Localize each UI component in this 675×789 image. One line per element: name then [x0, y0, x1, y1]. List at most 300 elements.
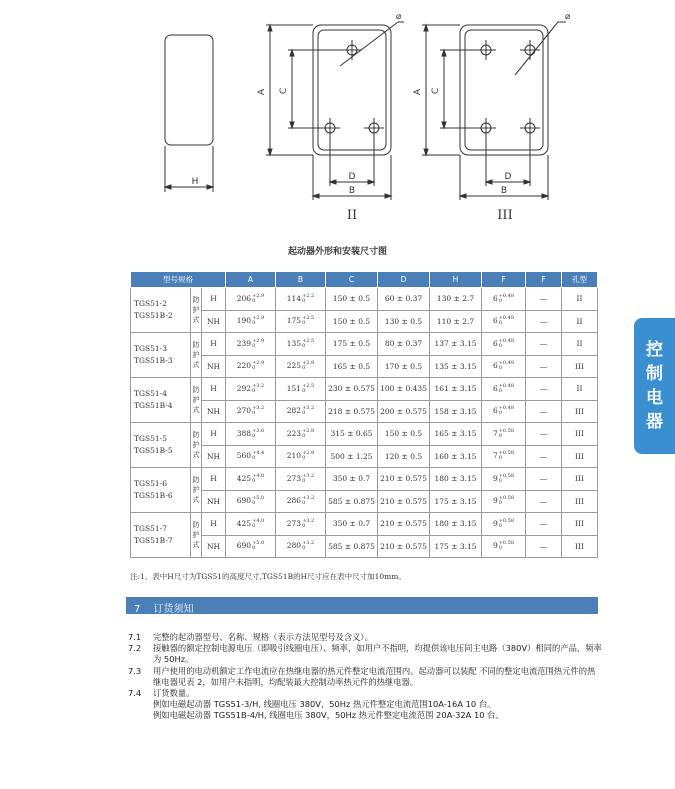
side-tab-char: 器: [646, 412, 663, 432]
dim-A-value: 425: [236, 518, 252, 528]
dim-B-value: 114: [286, 293, 302, 303]
hole-type: III: [562, 445, 598, 468]
table-row: [131, 535, 598, 558]
dim-F: [482, 310, 526, 333]
dim-B-value: 282: [286, 406, 302, 416]
dim-D: 80 ± 0.37: [378, 333, 430, 356]
dim-A: [226, 355, 276, 378]
dim-F-upper-tol: +0.58: [498, 450, 515, 457]
dim-B-lower-tol: 0: [302, 477, 306, 484]
dim-A: [226, 445, 276, 468]
protection-cell: [191, 288, 202, 333]
dim-F-value: 6: [492, 406, 498, 416]
table-row: [131, 333, 598, 356]
protection-char: 护: [192, 485, 200, 494]
dim-F2: —: [526, 310, 562, 333]
fig3-phi-label: ⌀: [565, 12, 571, 22]
model-cell: [131, 378, 191, 423]
dim-F-tolerance: [499, 429, 514, 439]
type-cell: H: [202, 378, 226, 401]
fig3-dim-A-label: A: [413, 88, 423, 96]
dim-B-upper-tol: +2.9: [302, 360, 315, 367]
dim-B-lower-tol: 0: [302, 455, 306, 462]
dim-H: 175 ± 3.15: [430, 490, 482, 513]
protection-char: 式: [192, 315, 200, 324]
dim-A: [226, 423, 276, 446]
dim-B-tolerance: [302, 406, 314, 416]
dim-A-lower-tol: 0: [252, 545, 256, 552]
type-cell: H: [202, 333, 226, 356]
dim-C: 500 ± 1.25: [326, 445, 378, 468]
order-item-number: 7.2: [128, 643, 142, 654]
dim-A: [226, 513, 276, 536]
dim-H: 160 ± 3.15: [430, 445, 482, 468]
hole-type: III: [562, 423, 598, 446]
dim-C: 230 ± 0.575: [326, 378, 378, 401]
dim-F-value: 7: [492, 451, 498, 461]
dim-A: [226, 400, 276, 423]
dim-B-lower-tol: 0: [302, 320, 306, 327]
type-cell: NH: [202, 445, 226, 468]
dim-F-upper-tol: +0.58: [498, 472, 515, 479]
side-tab: [634, 318, 675, 454]
dim-B: [276, 288, 326, 311]
table-row: [131, 468, 598, 491]
order-item-text: 例如电磁起动器 TGS51B-4/H, 线圈电压 380V，50Hz 热元件整定电流范围 20A-32A 10 台。: [153, 710, 504, 721]
model-name: TGS51B-3: [134, 356, 173, 365]
protection-char: 护: [192, 350, 200, 359]
header-H: H: [430, 272, 482, 288]
order-item-text: 订货数量。: [153, 688, 195, 699]
dim-B-lower-tol: 0: [302, 545, 306, 552]
dim-D: 210 ± 0.575: [378, 490, 430, 513]
dim-B-tolerance: [302, 361, 314, 371]
dim-B: [276, 490, 326, 513]
dim-B-upper-tol: +3.2: [302, 472, 315, 479]
dim-B-tolerance: [302, 316, 314, 326]
dim-A: [226, 535, 276, 558]
dim-F2: —: [526, 468, 562, 491]
dim-A-value: 190: [236, 316, 252, 326]
dim-A-value: 206: [236, 293, 252, 303]
fig3-outer: [460, 25, 548, 155]
dim-H-label: H: [191, 177, 199, 187]
dim-A-upper-tol: +4.4: [252, 450, 265, 457]
hole-type: II: [562, 288, 598, 311]
hole-type: III: [562, 513, 598, 536]
dim-B: [276, 535, 326, 558]
dim-C: 150 ± 0.5: [326, 310, 378, 333]
dim-C: 218 ± 0.575: [326, 400, 378, 423]
dim-F-tolerance: [499, 339, 514, 349]
model-name: TGS51-7: [134, 524, 167, 533]
spec-table: [130, 271, 598, 558]
dim-F-upper-tol: +0.58: [498, 427, 515, 434]
dim-B-tolerance: [302, 429, 314, 439]
header-model: 型号规格: [131, 272, 226, 288]
type-cell: H: [202, 468, 226, 491]
type-cell: NH: [202, 535, 226, 558]
hole-type: II: [562, 333, 598, 356]
dim-F-lower-tol: 0: [498, 500, 502, 507]
dim-H: 158 ± 3.15: [430, 400, 482, 423]
type-cell: H: [202, 423, 226, 446]
dim-B-value: 210: [286, 451, 302, 461]
protection-char: 防: [192, 340, 200, 349]
table-row: [131, 423, 598, 446]
dim-F-lower-tol: 0: [498, 342, 502, 349]
dim-F-upper-tol: +0.58: [498, 540, 515, 547]
dim-F2: —: [526, 333, 562, 356]
dim-F-value: 9: [492, 496, 498, 506]
dim-A-upper-tol: +3.6: [252, 427, 265, 434]
model-name: TGS51B-6: [134, 491, 173, 500]
dim-H: 130 ± 2.7: [430, 288, 482, 311]
dim-F-upper-tol: +0.48: [498, 337, 515, 344]
table-note: 注:1、表中H尺寸为TGS51的高度尺寸,TGS51B的H尺寸应在表中尺寸加10mm。: [130, 572, 406, 581]
dim-B-upper-tol: +2.5: [302, 315, 315, 322]
dim-B-upper-tol: +3.2: [302, 495, 315, 502]
dim-H: 135 ± 3.15: [430, 355, 482, 378]
dim-F-tolerance: [499, 496, 514, 506]
fig3-dim-D-label: D: [504, 172, 512, 182]
dim-A-upper-tol: +4.0: [252, 472, 265, 479]
table-row: [131, 378, 598, 401]
protection-char: 防: [192, 430, 200, 439]
protection-char: 护: [192, 440, 200, 449]
dim-F-lower-tol: 0: [498, 522, 502, 529]
dim-F-tolerance: [499, 406, 514, 416]
hole-type: III: [562, 468, 598, 491]
dim-A-lower-tol: 0: [252, 455, 256, 462]
dim-F-value: 6: [492, 338, 498, 348]
dim-B-value: 280: [286, 541, 302, 551]
order-item: [128, 632, 603, 643]
hole-type: III: [562, 490, 598, 513]
dim-B: [276, 468, 326, 491]
fig3-inner: [465, 30, 543, 150]
protection-char: 护: [192, 530, 200, 539]
dim-C: 150 ± 0.5: [326, 288, 378, 311]
order-item-text: 接触器的额定控制电源电压（即吸引线圈电压）、频率，如用户不指明，均提供该电压同主电路（380V）相同的产品，频率为 50Hz。: [153, 643, 602, 665]
dim-B-tolerance: [302, 519, 314, 529]
dim-F: [482, 288, 526, 311]
dim-D: 60 ± 0.37: [378, 288, 430, 311]
dim-A-lower-tol: 0: [252, 432, 256, 439]
dim-C: 165 ± 0.5: [326, 355, 378, 378]
protection-char: 防: [192, 520, 200, 529]
dim-B-lower-tol: 0: [302, 500, 306, 507]
protection-char: 护: [192, 395, 200, 404]
dim-F-value: 7: [492, 428, 498, 438]
header-A: A: [226, 272, 276, 288]
side-tab-char: 控: [646, 340, 663, 360]
hole-type: III: [562, 535, 598, 558]
dim-B-value: 151: [286, 383, 302, 393]
dim-C: 350 ± 0.7: [326, 513, 378, 536]
dim-A-upper-tol: +2.9: [252, 292, 265, 299]
dim-B-tolerance: [302, 496, 314, 506]
model-name: TGS51-4: [134, 389, 167, 398]
dim-F-lower-tol: 0: [498, 545, 502, 552]
dim-F: [482, 333, 526, 356]
dim-A-tolerance: [252, 406, 264, 416]
dim-A: [226, 333, 276, 356]
dim-A: [226, 490, 276, 513]
dim-F2: —: [526, 355, 562, 378]
table-body: [131, 288, 598, 558]
order-item-number: [128, 699, 153, 710]
dim-A-tolerance: [252, 384, 264, 394]
fig3-label: III: [497, 208, 513, 223]
dim-F2: —: [526, 423, 562, 446]
dim-A-value: 239: [236, 338, 252, 348]
dim-H: 180 ± 3.15: [430, 468, 482, 491]
dim-B-upper-tol: +2.5: [302, 382, 315, 389]
protection-char: 式: [192, 360, 200, 369]
model-cell: [131, 333, 191, 378]
table-header-row: [131, 272, 598, 288]
dim-B: [276, 423, 326, 446]
dim-A-tolerance: [252, 474, 264, 484]
dim-F-upper-tol: +0.48: [498, 315, 515, 322]
type-cell: H: [202, 513, 226, 536]
dim-B-value: 273: [286, 473, 302, 483]
order-item-number: [128, 710, 153, 721]
dim-A-tolerance: [252, 451, 264, 461]
dim-D: 210 ± 0.575: [378, 535, 430, 558]
dim-B-tolerance: [302, 294, 314, 304]
order-item: [128, 710, 603, 721]
dim-B-upper-tol: +2.9: [302, 450, 315, 457]
model-name: TGS51-6: [134, 479, 167, 488]
protection-char: 式: [192, 495, 200, 504]
dim-A-value: 690: [236, 541, 252, 551]
dim-H: 165 ± 3.15: [430, 423, 482, 446]
fig2-dim-A-label: A: [257, 88, 267, 96]
dim-F: [482, 355, 526, 378]
dim-A-lower-tol: 0: [252, 320, 256, 327]
protection-cell: [191, 513, 202, 558]
dim-A-value: 560: [236, 451, 252, 461]
order-item-number: 7.4: [128, 688, 142, 699]
dim-A-value: 292: [236, 383, 252, 393]
dim-C: 585 ± 0.875: [326, 490, 378, 513]
dim-B: [276, 445, 326, 468]
model-name: TGS51B-5: [134, 446, 173, 455]
order-list: [128, 632, 603, 722]
model-name: TGS51-3: [134, 344, 167, 353]
model-name: TGS51B-7: [134, 536, 173, 545]
fig2-label: II: [346, 208, 358, 223]
fig3-dim-C-label: C: [431, 87, 441, 95]
header-C: C: [326, 272, 378, 288]
order-item: [128, 643, 603, 665]
dim-F-lower-tol: 0: [498, 455, 502, 462]
dim-A-lower-tol: 0: [252, 522, 256, 529]
dim-A-lower-tol: 0: [252, 342, 256, 349]
dim-B-tolerance: [302, 339, 314, 349]
dim-F2: —: [526, 378, 562, 401]
dim-A: [226, 310, 276, 333]
dim-B-upper-tol: +2.5: [302, 337, 315, 344]
dim-B: [276, 378, 326, 401]
order-item-number: 7.3: [128, 665, 142, 676]
dim-D: 130 ± 0.5: [378, 310, 430, 333]
dim-A-lower-tol: 0: [252, 387, 256, 394]
dim-B-upper-tol: +3.2: [302, 405, 315, 412]
dim-A-upper-tol: +5.0: [252, 495, 265, 502]
dim-A-tolerance: [252, 294, 264, 304]
dim-A-tolerance: [252, 496, 264, 506]
section-header: [126, 597, 598, 614]
dim-A: [226, 378, 276, 401]
dim-B-upper-tol: +2.2: [302, 292, 315, 299]
dim-B-lower-tol: 0: [302, 342, 306, 349]
table-row: [131, 288, 598, 311]
dim-A-lower-tol: 0: [252, 297, 256, 304]
dim-D: 210 ± 0.575: [378, 468, 430, 491]
fig2-phi-label: ⌀: [396, 12, 402, 22]
dim-A-value: 388: [236, 428, 252, 438]
table-row: [131, 355, 598, 378]
header-F: F: [482, 272, 526, 288]
dim-A-value: 425: [236, 473, 252, 483]
dim-H: 180 ± 3.15: [430, 513, 482, 536]
dim-F-tolerance: [499, 519, 514, 529]
model-name: TGS51-2: [134, 299, 167, 308]
dim-A: [226, 288, 276, 311]
dim-F-value: 6: [492, 316, 498, 326]
order-item: [128, 666, 603, 688]
dim-A-upper-tol: +2.9: [252, 360, 265, 367]
dim-A-upper-tol: +2.9: [252, 315, 265, 322]
order-item-text: 完整的起动器型号、名称、规格（表示方法见型号及含义）。: [153, 632, 373, 642]
dim-F-tolerance: [499, 451, 514, 461]
dim-A-lower-tol: 0: [252, 500, 256, 507]
model-cell: [131, 288, 191, 333]
dim-F-lower-tol: 0: [498, 365, 502, 372]
protection-char: 防: [192, 295, 200, 304]
dim-A-upper-tol: +5.0: [252, 540, 265, 547]
dim-D: 210 ± 0.575: [378, 513, 430, 536]
figure-caption: 起动器外形和安装尺寸图: [287, 247, 387, 257]
model-name: TGS51-5: [134, 434, 167, 443]
type-cell: H: [202, 288, 226, 311]
header-F2: F: [526, 272, 562, 288]
dim-B-lower-tol: 0: [302, 522, 306, 529]
type-cell: NH: [202, 400, 226, 423]
dim-C: 315 ± 0.65: [326, 423, 378, 446]
fig2-dim-B-label: B: [348, 186, 356, 196]
dim-H: 137 ± 3.15: [430, 333, 482, 356]
dim-A-upper-tol: +3.2: [252, 405, 265, 412]
dim-F2: —: [526, 288, 562, 311]
dim-F: [482, 445, 526, 468]
protection-char: 防: [192, 475, 200, 484]
dim-C: 175 ± 0.5: [326, 333, 378, 356]
dim-A-upper-tol: +4.0: [252, 517, 265, 524]
dim-F: [482, 513, 526, 536]
header-B: B: [276, 272, 326, 288]
dim-B-tolerance: [302, 451, 314, 461]
section-number: 7: [134, 604, 141, 615]
dim-A-upper-tol: +2.9: [252, 337, 265, 344]
dim-B-lower-tol: 0: [302, 432, 306, 439]
dim-F2: —: [526, 445, 562, 468]
dim-F-tolerance: [499, 541, 514, 551]
dim-F2: —: [526, 535, 562, 558]
dim-A-tolerance: [252, 519, 264, 529]
dim-F-value: 6: [492, 361, 498, 371]
type-cell: NH: [202, 310, 226, 333]
fig2-dim-C-label: C: [279, 87, 289, 95]
dim-F-tolerance: [499, 294, 514, 304]
dim-F-lower-tol: 0: [498, 387, 502, 394]
side-view-outline: [165, 35, 213, 145]
dim-B-lower-tol: 0: [302, 410, 306, 417]
dim-A-tolerance: [252, 429, 264, 439]
model-name: TGS51B-2: [134, 311, 173, 320]
dim-F-lower-tol: 0: [498, 432, 502, 439]
dim-A-value: 690: [236, 496, 252, 506]
header-D: D: [378, 272, 430, 288]
model-name: TGS51B-4: [134, 401, 173, 410]
type-cell: NH: [202, 490, 226, 513]
order-item-number: 7.1: [128, 632, 142, 642]
dim-A-tolerance: [252, 541, 264, 551]
hole-type: II: [562, 378, 598, 401]
dim-H: 110 ± 2.7: [430, 310, 482, 333]
dim-B-lower-tol: 0: [302, 297, 306, 304]
dim-B-value: 223: [286, 428, 302, 438]
order-item-text: 例如电磁起动器 TGS51-3/H, 线圈电压 380V，50Hz 热元件整定电流范围10A-16A 10 台。: [153, 699, 496, 710]
dim-F: [482, 535, 526, 558]
dim-F-upper-tol: +0.48: [498, 382, 515, 389]
dim-B: [276, 513, 326, 536]
dim-F: [482, 490, 526, 513]
dim-D: 150 ± 0.5: [378, 423, 430, 446]
dim-F: [482, 423, 526, 446]
protection-char: 式: [192, 450, 200, 459]
dim-C: 350 ± 0.7: [326, 468, 378, 491]
dim-D: 100 ± 0.435: [378, 378, 430, 401]
dim-F-lower-tol: 0: [498, 320, 502, 327]
dim-B: [276, 400, 326, 423]
dim-A-lower-tol: 0: [252, 477, 256, 484]
dim-D: 120 ± 0.5: [378, 445, 430, 468]
dim-A-tolerance: [252, 316, 264, 326]
table-row: [131, 490, 598, 513]
dim-A-value: 270: [236, 406, 252, 416]
dim-A-tolerance: [252, 361, 264, 371]
dim-B: [276, 310, 326, 333]
dim-F: [482, 378, 526, 401]
dim-F-upper-tol: +0.48: [498, 360, 515, 367]
dim-B-tolerance: [302, 474, 314, 484]
dim-B-upper-tol: +3.2: [302, 517, 315, 524]
dim-B-lower-tol: 0: [302, 365, 306, 372]
dim-F-value: 9: [492, 541, 498, 551]
order-item-text: 用户使用的电动机额定工作电流应在热继电器的热元件整定电流范围内。起动器可以装配 不同的整定电流范围热元件的热继电器见表 2，如用户未指明，均配装最大控制动率热元件的热继电器。: [153, 665, 596, 687]
protection-char: 护: [192, 305, 200, 314]
dim-F2: —: [526, 490, 562, 513]
protection-cell: [191, 468, 202, 513]
dim-F-upper-tol: +0.48: [498, 405, 515, 412]
dim-F-tolerance: [499, 474, 514, 484]
model-cell: [131, 468, 191, 513]
dim-B-tolerance: [302, 541, 314, 551]
